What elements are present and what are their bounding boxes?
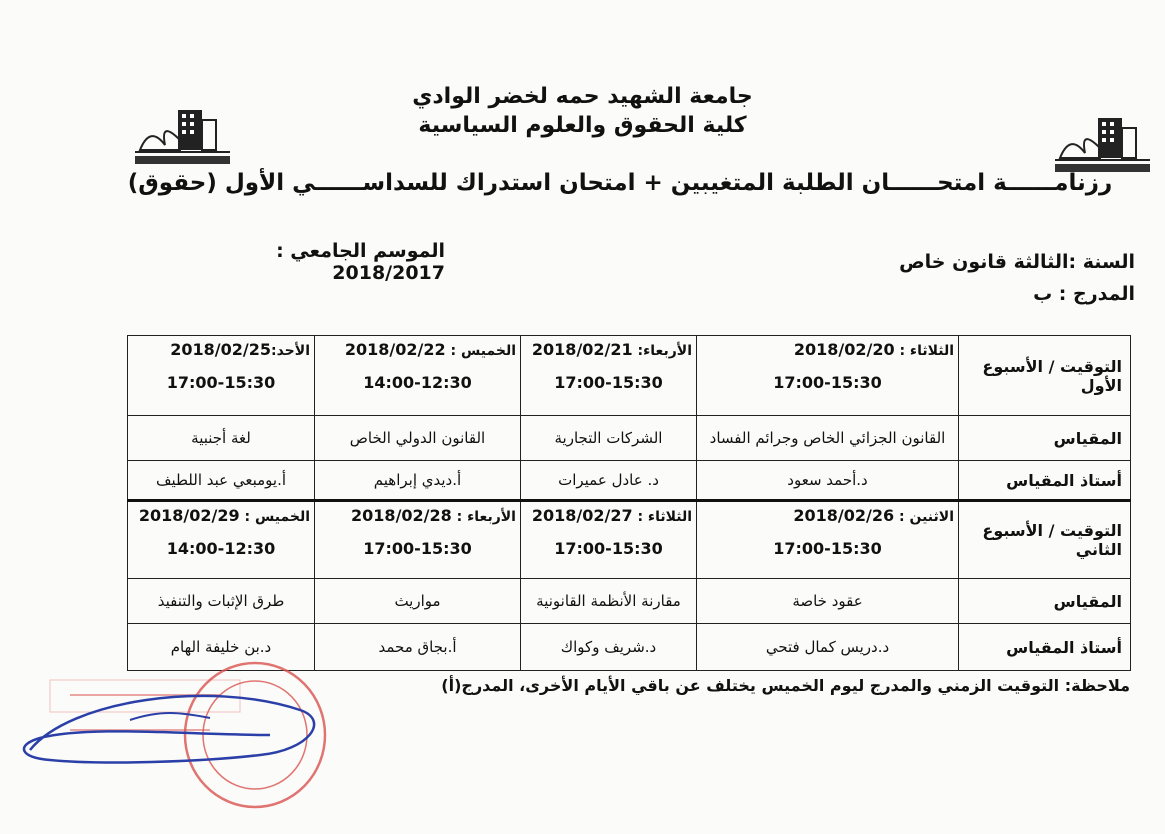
exam-hall: المدرج : ب (1033, 283, 1135, 305)
subject-cell: طرق الإثبات والتنفيذ (128, 579, 315, 624)
slot-time: 17:00-15:30 (773, 373, 882, 392)
slot-date: 2018/02/27 (531, 506, 633, 525)
week1-teacher-row (128, 461, 1131, 501)
slot-date: 2018/02/20 (793, 340, 895, 359)
teacher-cell: أ.ديدي إبراهيم (315, 461, 521, 501)
slot-day: الخميس : (244, 509, 310, 525)
week2-time-row (128, 501, 1131, 579)
academic-year: الموسم الجامعي : 2018/2017 (276, 240, 445, 284)
teacher-cell: د. عادل عميرات (521, 461, 697, 501)
week1-slot-3 (315, 336, 521, 416)
slot-date: 2018/02/29 (138, 506, 240, 525)
study-year: السنة :الثالثة قانون خاص (899, 251, 1135, 273)
week1-time-row (128, 336, 1131, 416)
slot-day: الاثنين : (899, 509, 954, 525)
subject-cell: لغة أجنبية (128, 416, 315, 461)
week1-teacher-header: أستاذ المقياس (959, 461, 1131, 501)
slot-time: 17:00-15:30 (363, 539, 472, 558)
slot-day: الخميس : (450, 343, 516, 359)
document-title: رزنامــــــة امتحــــــان الطلبة المتغيبين + امتحان استدراك للسداســــــي الأول (حقوق) (127, 170, 1113, 196)
university-logo-icon (1050, 108, 1160, 178)
slot-day: الثلاثاء : (899, 343, 954, 359)
week1-subject-row (128, 416, 1131, 461)
slot-time: 17:00-15:30 (773, 539, 882, 558)
slot-time: 14:00-12:30 (166, 539, 276, 558)
slot-day: الأربعاء: (637, 343, 692, 359)
exam-schedule-table (127, 335, 1131, 671)
week2-subject-header: المقياس (959, 579, 1131, 624)
slot-time: 14:00-12:30 (363, 373, 472, 392)
footnote: ملاحظة: التوقيت الزمني والمدرج ليوم الخميس يختلف عن باقي الأيام الأخرى، المدرج(أ) (441, 676, 1130, 695)
subject-cell: مقارنة الأنظمة القانونية (521, 579, 697, 624)
slot-time: 17:00-15:30 (166, 373, 276, 392)
slot-date: 2018/02/28 (351, 506, 452, 525)
week1-slot-1 (697, 336, 959, 416)
teacher-cell: د.شريف وكواك (521, 624, 697, 671)
subject-cell: الشركات التجارية (521, 416, 697, 461)
week2-slot-1 (697, 501, 959, 579)
week2-subject-row (128, 579, 1131, 624)
week2-time-header: التوقيت / الأسبوع الثاني (959, 501, 1131, 579)
slot-date: 2018/02/22 (344, 340, 446, 359)
teacher-cell: د.دريس كمال فتحي (697, 624, 959, 671)
teacher-cell: أ.يومبعي عبد اللطيف (128, 461, 315, 501)
week1-slot-4 (128, 336, 315, 416)
week2-slot-4 (128, 501, 315, 579)
week1-subject-header: المقياس (959, 416, 1131, 461)
subject-cell: مواريث (315, 579, 521, 624)
slot-time: 17:00-15:30 (554, 373, 663, 392)
slot-time: 17:00-15:30 (554, 539, 663, 558)
subject-cell: عقود خاصة (697, 579, 959, 624)
week1-time-header: التوقيت / الأسبوع الأول (959, 336, 1131, 416)
slot-date: 2018/02/26 (793, 506, 895, 525)
university-name: جامعة الشهيد حمه لخضر الوادي (412, 84, 753, 109)
week2-slot-3 (315, 501, 521, 579)
slot-day: الأربعاء : (456, 509, 516, 525)
official-stamp-icon (10, 640, 350, 830)
week1-slot-2 (521, 336, 697, 416)
teacher-cell: د.أحمد سعود (697, 461, 959, 501)
week2-teacher-header: أستاذ المقياس (959, 624, 1131, 671)
university-logo-icon (130, 100, 240, 170)
slot-day: الثلاثاء : (637, 509, 692, 525)
subject-cell: القانون الدولي الخاص (315, 416, 521, 461)
week2-slot-2 (521, 501, 697, 579)
subject-cell: القانون الجزائي الخاص وجرائم الفساد (697, 416, 959, 461)
slot-date: 2018/02/21 (531, 340, 633, 359)
faculty-name: كلية الحقوق والعلوم السياسية (418, 113, 747, 138)
slot-day: الأحد: (271, 343, 310, 359)
teacher-cell: د.بن خليفة الهام (128, 624, 315, 671)
teacher-cell: أ.بجاق محمد (315, 624, 521, 671)
slot-date: 2018/02/25 (170, 340, 271, 359)
